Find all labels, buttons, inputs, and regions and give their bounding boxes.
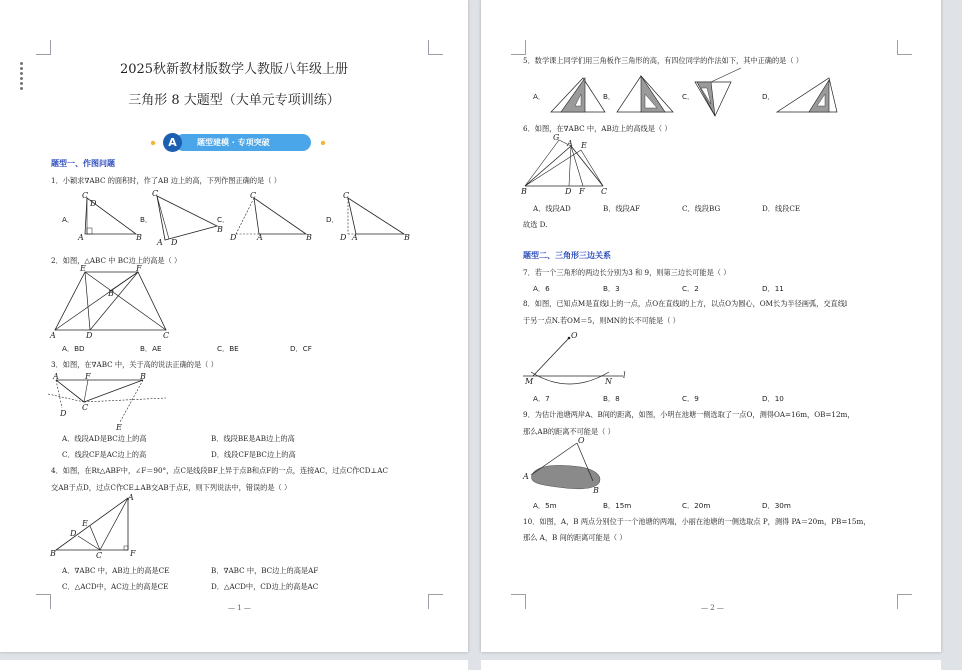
label-c: C (96, 551, 103, 560)
question-10-line-2: 那么 A，B 间的距离可能是（ ） (523, 533, 627, 542)
q3-option-b: B．线段BE是AB边上的高 (211, 434, 295, 443)
question-9-line-2: 那么AB的距离不可能是（ ） (523, 427, 615, 436)
label-d: D (565, 187, 572, 196)
q2-figure (50, 266, 180, 342)
page-subtitle: 三角形 8 大题型（大单元专项训练） (128, 93, 340, 108)
q1-option-b: B． (140, 215, 153, 224)
crop-mark (36, 40, 51, 55)
question-8-line-2: 于另一点N.若OM＝5，则MN的长不可能是（ ） (523, 316, 680, 325)
q8-option-b: B．8 (603, 394, 620, 403)
section-title: 题型二、三角形三边关系 (523, 251, 611, 260)
crop-mark (897, 594, 912, 609)
label-c: C (601, 187, 608, 196)
q5-option-b: B． (603, 92, 616, 101)
label-g: G (553, 133, 560, 142)
q5-option-a: A． (533, 92, 546, 101)
label-b: B (306, 233, 312, 242)
q6-option-a: A．线段AD (533, 204, 571, 213)
q6-figure (521, 134, 611, 198)
question-9-line-1: 9．为估计池塘两岸A、B间的距离，如图，小明在池塘一侧选取了一点O，测得OA=16m，OB=12m， (523, 410, 855, 419)
label-m: M (525, 377, 534, 386)
page-number: — 1 — (228, 604, 251, 612)
label-e: E (80, 264, 86, 273)
next-page-edge (0, 660, 468, 670)
page-number: — 2 — (701, 604, 724, 612)
label-d: D (86, 331, 93, 340)
q9-option-d: D．30m (762, 501, 791, 510)
question-4-line-2: 交AB于点D，过点C作CE⊥AB交AB于点E，则下列说法中，错误的是（ ） (51, 483, 292, 492)
label-b: B (140, 372, 146, 381)
q6-option-c: C．线段BG (682, 204, 721, 213)
banner-text: 题型建模 · 专项突破 (197, 138, 270, 147)
q4-option-a: A．∇ABC 中，AB边上的高是CE (62, 566, 170, 575)
q9-option-b: B．15m (603, 501, 632, 510)
crop-mark (428, 594, 443, 609)
label-d: D (90, 199, 97, 208)
crop-mark (897, 40, 912, 55)
crop-mark (36, 594, 51, 609)
label-b: B (108, 289, 114, 298)
question-2: 2．如图，△ABC 中 BC边上的高是（ ） (51, 256, 182, 265)
q8-option-d: D．10 (762, 394, 784, 403)
label-e: E (581, 141, 587, 150)
q3-figure (48, 370, 178, 430)
q1-option-a: A． (62, 215, 75, 224)
label-b: B (136, 233, 142, 242)
q4-option-c: C．△ACD中，AC边上的高是CE (62, 582, 169, 591)
label-l: l (623, 371, 626, 380)
label-a: A (523, 472, 529, 481)
crop-mark (511, 594, 526, 609)
label-f: F (579, 187, 585, 196)
label-c: C (82, 191, 89, 200)
q4-option-d: D．△ACD中，CD边上的高是AC (211, 582, 319, 591)
q5-figure-a (543, 70, 616, 116)
q9-option-a: A．5m (533, 501, 557, 510)
label-n: N (605, 377, 612, 386)
label-d: D (171, 238, 178, 247)
q8-option-a: A．7 (533, 394, 550, 403)
label-c: C (82, 403, 89, 412)
banner-letter: A (163, 133, 182, 152)
q6-answer: 故选 D. (523, 220, 548, 229)
q8-option-c: C．9 (682, 394, 699, 403)
label-a: A (50, 331, 56, 340)
question-10-line-1: 10．如图，A，B 两点分别位于一个池塘的两端，小丽在池塘的一侧选取点 P，测得 PA＝20m，PB=15m， (523, 517, 871, 526)
q7-option-a: A．6 (533, 284, 550, 293)
question-6: 6．如图，在∇ABC 中，AB边上的高线是（ ） (523, 124, 672, 133)
label-d: D (340, 233, 347, 242)
q5-figure-d (773, 70, 843, 116)
q4-option-b: B．∇ABC 中，BC边上的高是AF (211, 566, 319, 575)
crop-mark (511, 40, 526, 55)
label-c: C (152, 189, 159, 198)
q5-figure-c (691, 62, 761, 118)
q9-figure (521, 437, 611, 497)
label-o: O (578, 436, 585, 445)
question-7: 7．若一个三角形的两边长分别为3 和 9，则第三边长可能是（ ） (523, 268, 731, 277)
label-a: A (567, 139, 573, 148)
question-5: 5．数学课上同学们用三角板作三角形的高，有四位同学的作法如下，其中正确的是（ ） (523, 56, 803, 65)
q7-option-d: D．11 (762, 284, 784, 293)
label-a: A (53, 372, 59, 381)
label-b: B (593, 486, 599, 495)
page-title: 2025秋新教材版数学人教版八年级上册 (119, 62, 349, 77)
label-b: B (50, 549, 56, 558)
q7-option-c: C．2 (682, 284, 699, 293)
q3-option-c: C．线段CF是AC边上的高 (62, 450, 147, 459)
label-d: D (230, 233, 237, 242)
label-a: A (78, 233, 84, 242)
question-8-line-1: 8．如图，已知点M是直线l上的一点，点O在直线l的上方，以点O为圆心，OM长为半径画弧，交直线l (523, 299, 848, 308)
q2-option-a: A．BD (62, 344, 85, 353)
q1-option-c: C． (217, 215, 230, 224)
label-a: A (352, 233, 358, 242)
section-title: 题型一、作图问题 (51, 159, 115, 168)
label-b: B (404, 233, 410, 242)
q4-figure (48, 494, 148, 560)
label-f: F (130, 549, 136, 558)
question-3: 3．如图，在∇ABC 中，关于高的说法正确的是（ ） (51, 360, 218, 369)
next-page-edge (481, 660, 941, 670)
label-c: C (250, 191, 257, 200)
q3-option-a: A．线段AD是BC边上的高 (62, 434, 147, 443)
q1-figure-a (70, 190, 153, 245)
label-a: A (157, 238, 163, 247)
crop-mark (428, 40, 443, 55)
q6-option-d: D．线段CE (762, 204, 801, 213)
q8-figure (521, 328, 631, 388)
q1-option-d: D． (326, 215, 339, 224)
label-a: A (257, 233, 263, 242)
document-page-1 (0, 0, 468, 652)
q9-option-c: C．20m (682, 501, 711, 510)
q1-figure-b (147, 189, 230, 247)
section-banner (163, 133, 313, 152)
label-f: F (136, 264, 142, 273)
q2-option-c: C．BE (217, 344, 239, 353)
q5-figure-b (613, 70, 683, 116)
question-4-line-1: 4．如图，在Rt△ABF中，∠F＝90°，点C是线段BF上异于点B和点F的一点，连接AC，过点C作CD⊥AC (51, 466, 388, 475)
label-o: O (571, 331, 578, 340)
label-e: E (82, 519, 88, 528)
document-page-2 (481, 0, 941, 652)
label-e: E (116, 423, 122, 432)
label-c: C (343, 191, 350, 200)
q2-option-d: D．CF (290, 344, 312, 353)
label-b: B (521, 187, 527, 196)
q6-option-b: B．线段AF (603, 204, 641, 213)
label-f: F (85, 372, 91, 381)
label-a: A (128, 493, 134, 502)
q1-figure-d (336, 190, 416, 245)
label-d: D (60, 409, 67, 418)
label-b: B (217, 225, 223, 234)
q2-option-b: B．AE (140, 344, 162, 353)
label-d: D (70, 529, 77, 538)
q1-figure-c (224, 190, 314, 245)
label-c: C (163, 331, 170, 340)
q5-option-c: C． (682, 92, 695, 101)
q3-option-d: D．线段CF是BC边上的高 (211, 450, 296, 459)
question-1: 1．小颖求∇ABC 的面积时，作了AB 边上的高，下列作图正确的是（ ） (51, 176, 281, 185)
q7-option-b: B．3 (603, 284, 620, 293)
q5-option-d: D． (762, 92, 775, 101)
